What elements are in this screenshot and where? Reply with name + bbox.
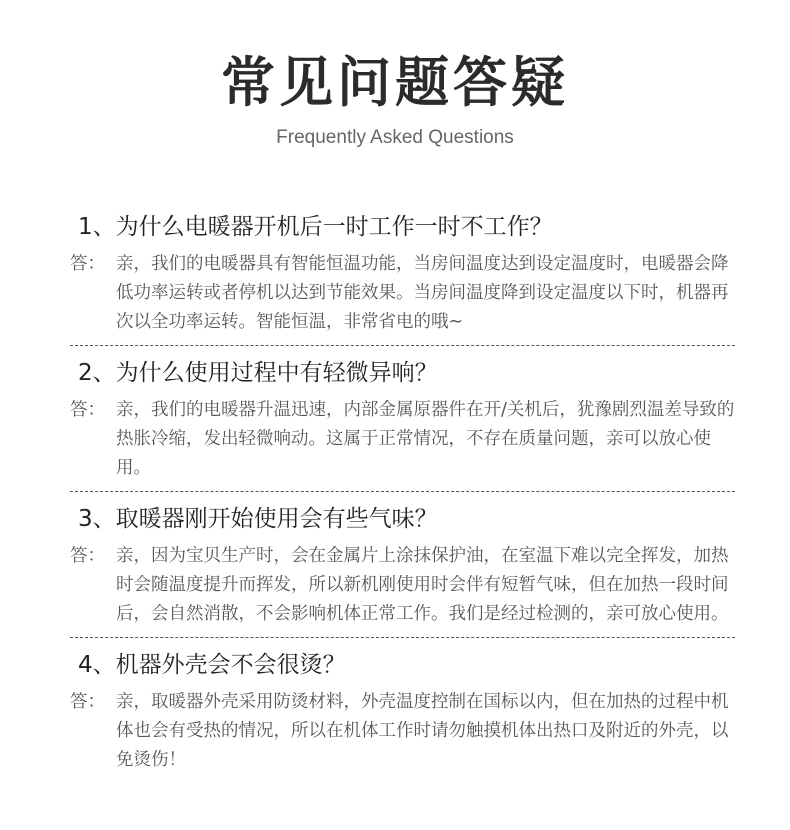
question-number: 2、 <box>78 360 116 386</box>
faq-answer <box>70 542 735 629</box>
question-text: 为什么电暖器开机后一时工作一时不工作？ <box>115 214 553 240</box>
question-text: 机器外壳会不会很烫？ <box>115 652 346 678</box>
answer-text: 亲，因为宝贝生产时，会在金属片上涂抹保护油，在室温下难以完全挥发，加热时会随温度提升而挥发，所以新机刚使用时会伴有短暂气味，但在加热一段时间后，会自然消散，不会影响机体正常工作。我们是经过检测的，亲可放心使用。 <box>116 546 729 624</box>
faq-answer <box>70 250 735 337</box>
page-title: 常见问题答疑 <box>221 51 569 114</box>
answer-label: 答： <box>70 692 105 712</box>
faq-answer <box>70 688 735 775</box>
answer-text: 亲，我们的电暖器升温迅速，内部金属原器件在开/关机后，犹豫剧烈温差导致的热胀冷缩，发出轻微响动。这属于正常情况，不存在质量问题，亲可以放心使用。 <box>116 400 735 478</box>
question-number: 4、 <box>78 652 116 678</box>
question-text: 为什么使用过程中有轻微异响？ <box>115 360 438 386</box>
question-number: 1、 <box>78 214 116 240</box>
answer-text: 亲，取暖器外壳采用防烫材料，外壳温度控制在国标以内，但在加热的过程中机体也会有受热的情况，所以在机体工作时请勿触摸机体出热口及附近的外壳，以免烫伤！ <box>116 692 729 770</box>
answer-label: 答： <box>70 546 105 566</box>
page-subtitle: Frequently Asked Questions <box>276 127 514 148</box>
faq-header <box>0 0 790 150</box>
answer-label: 答： <box>70 254 105 274</box>
answer-text: 亲，我们的电暖器具有智能恒温功能，当房间温度达到设定温度时，电暖器会降低功率运转或者停机以达到节能效果。当房间温度降到设定温度以下时，机器再次以全功率运转。智能恒温，非常省电的哦~ <box>116 254 729 332</box>
faq-item-4 <box>70 638 735 783</box>
faq-question <box>70 648 735 682</box>
faq-item-2 <box>70 346 735 492</box>
faq-item-3 <box>70 492 735 638</box>
answer-label: 答： <box>70 400 105 420</box>
faq-question <box>70 502 735 536</box>
faq-list <box>70 200 735 783</box>
faq-question <box>70 356 735 390</box>
question-text: 取暖器刚开始使用会有些气味？ <box>115 506 438 532</box>
faq-answer <box>70 396 735 483</box>
faq-item-1 <box>70 200 735 346</box>
faq-question <box>70 210 735 244</box>
question-number: 3、 <box>78 506 116 532</box>
